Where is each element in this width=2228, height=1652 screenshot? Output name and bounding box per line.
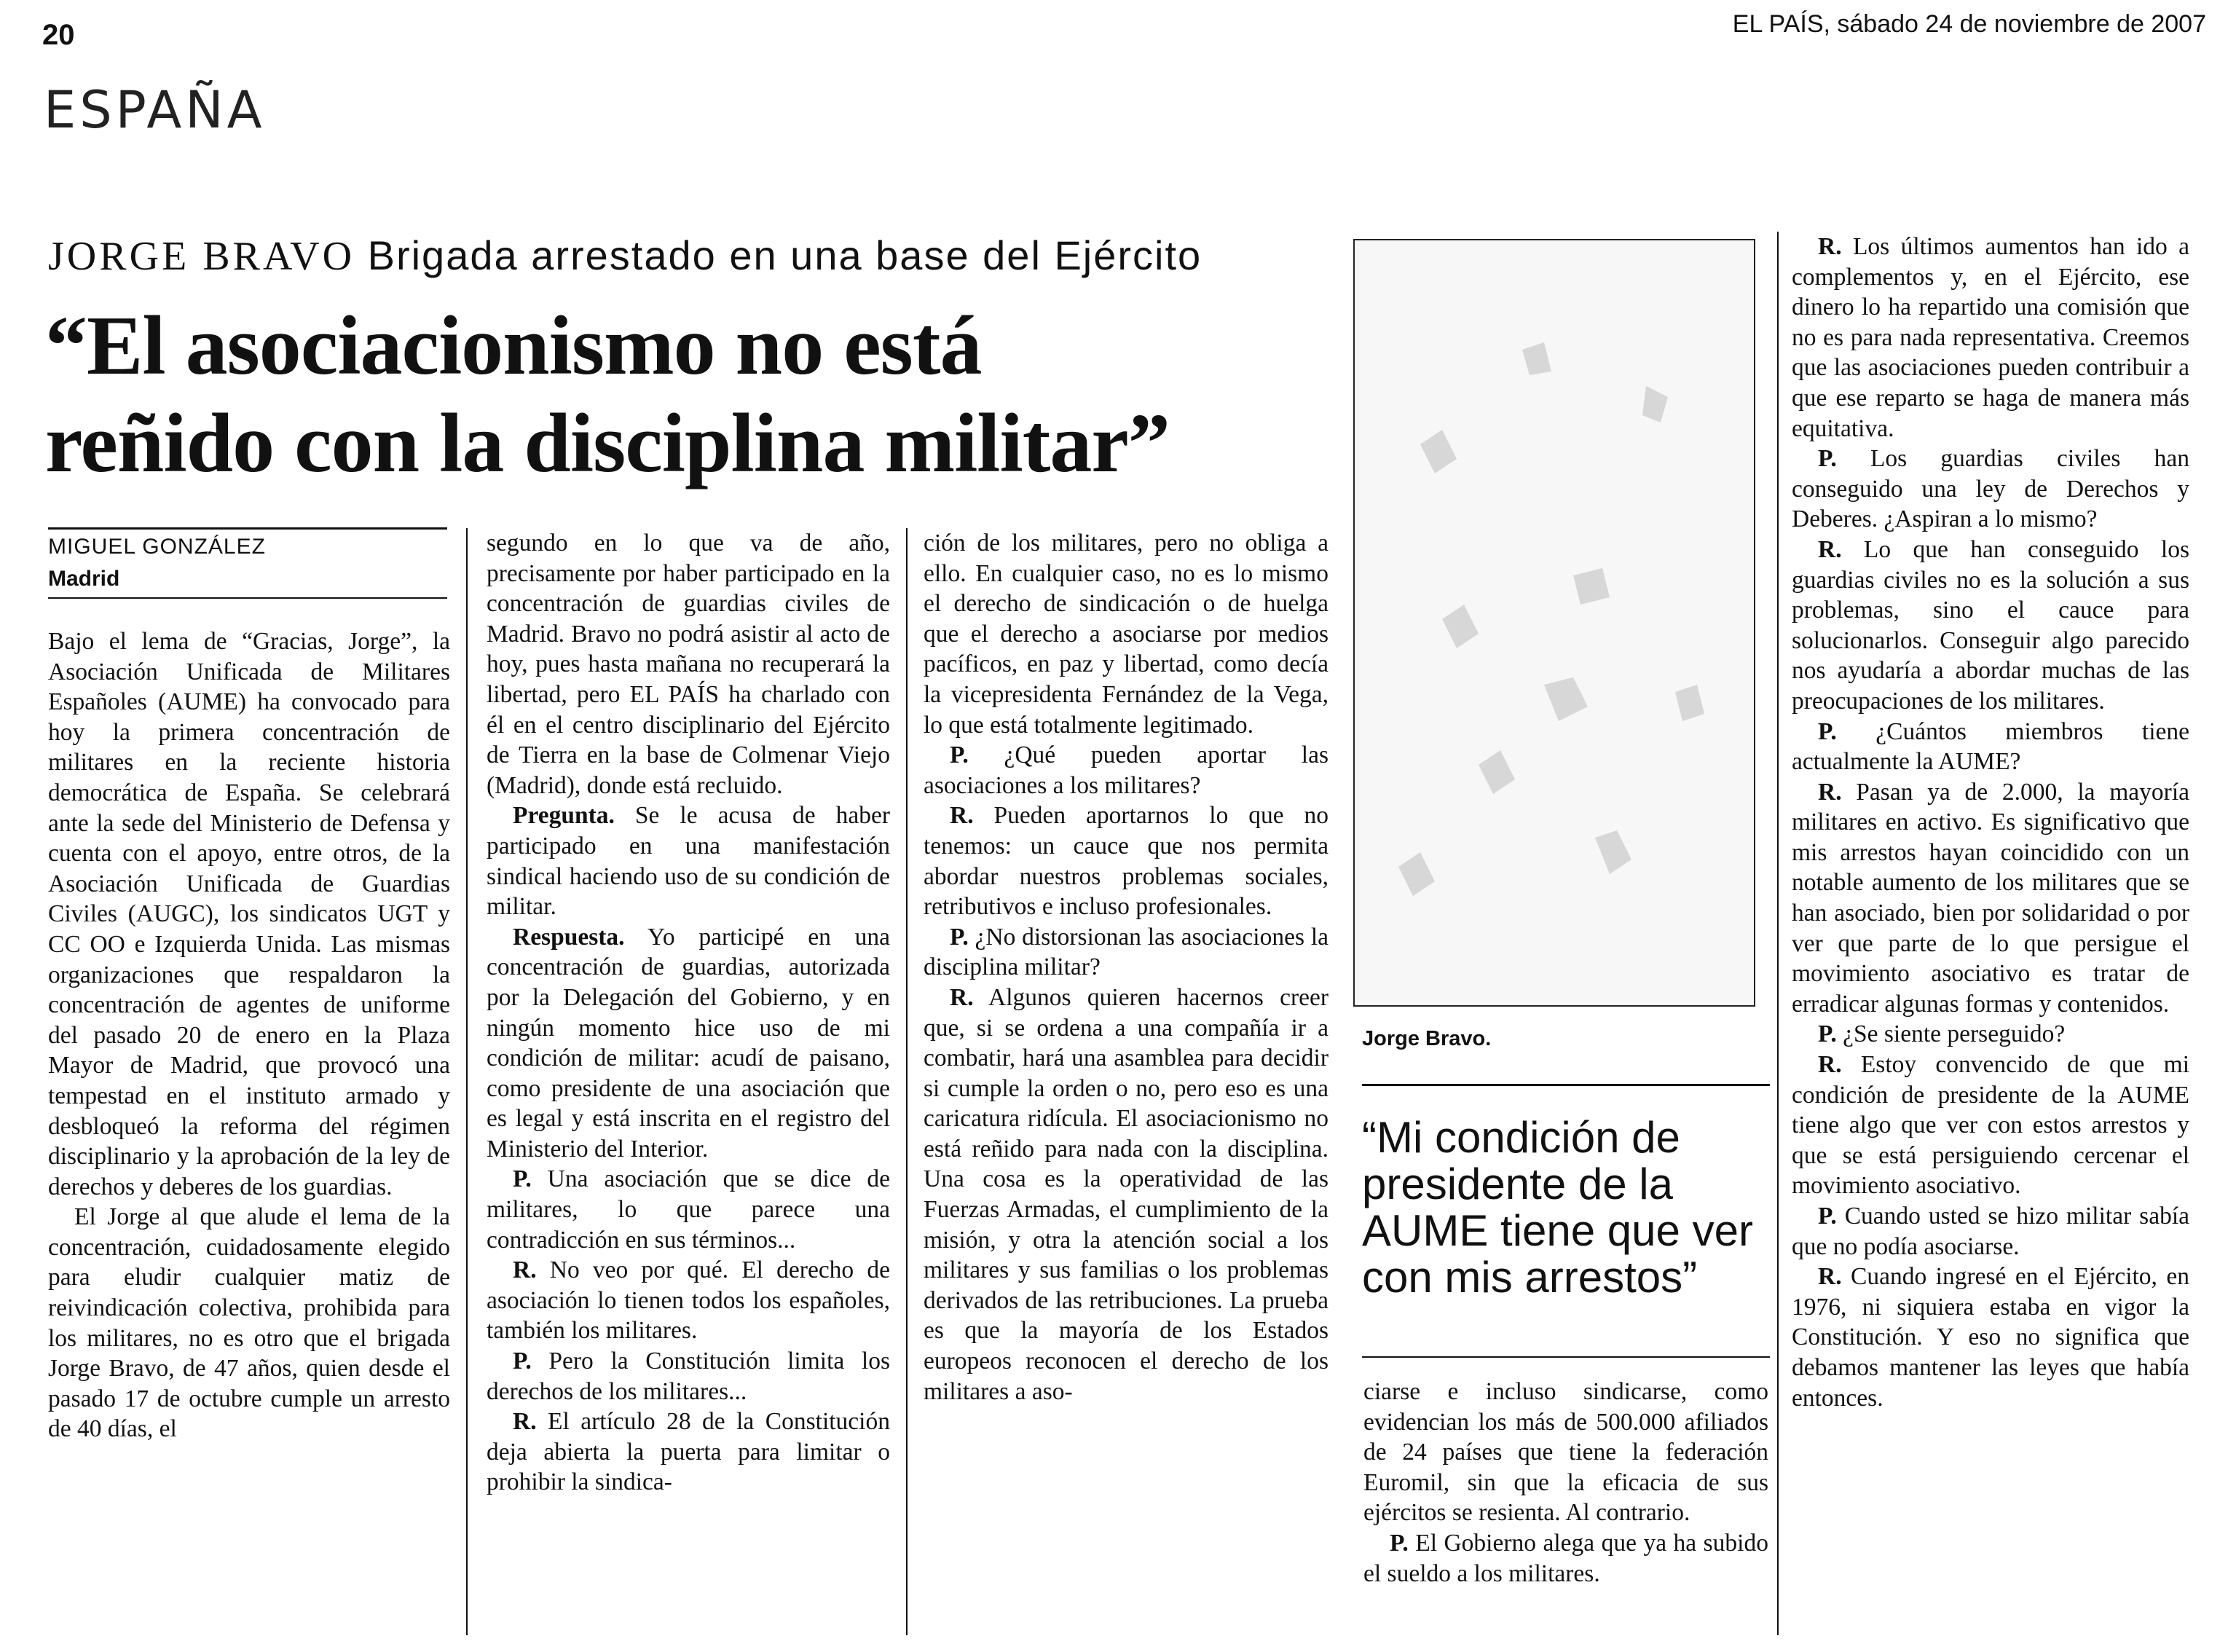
pull-quote: “Mi condición de presidente de la AUME tiene que ver con mis arrestos” [1362, 1113, 1753, 1302]
interview-question: P. ¿Qué pueden aportar las asociaciones a los militares? [924, 742, 1328, 799]
body-paragraph: Bajo el lema de “Gracias, Jorge”, la Asociación Unificada de Militares Españoles (AUME) ha convocado para hoy la primera concentración de militares en la reciente historia democrática de España. Se celebrará ante la sede del Ministerio de Defensa y cuenta con el apoyo, entre otros, de la Asociación Unificada de Guardias Civiles (AUGC), los sindicatos UGT y CC OO e Izquierda Unida. Las mismas organizaciones que respaldaron la concentración de agentes de uniforme del pasado 20 de enero en la Plaza Mayor de Madrid, que provocó una tempestad en el instituto armado y desbloqueó la reforma del régimen disciplinario y la aprobación de la ley de derechos y deberes de los guardias. [48, 628, 450, 1200]
body-paragraph: ciarse e incluso sindicarse, como evidencian los más de 500.000 afiliados de 24 países que tiene la federación Euromil, sin que la eficacia de sus ejércitos se resienta. Al contrario. [1363, 1378, 1768, 1527]
interview-answer: R. El artículo 28 de la Constitución deja abierta la puerta para limitar o prohibir la sindica- [487, 1408, 890, 1496]
interview-answer: R. No veo por qué. El derecho de asociación lo tienen todos los españoles, también los militares. [487, 1256, 890, 1345]
article-column-2 [487, 528, 890, 1498]
column-divider [1777, 232, 1779, 1635]
photo-image [1355, 240, 1754, 1005]
column-divider [906, 528, 908, 1635]
interview-question: P. Los guardias civiles han conseguido una ley de Derechos y Deberes. ¿Aspiran a lo mismo? [1792, 445, 2189, 533]
photo-caption: Jorge Bravo. [1362, 1027, 1492, 1050]
masthead-date: EL PAÍS, sábado 24 de noviembre de 2007 [1732, 10, 2206, 38]
headline-line-2: reñido con la disciplina militar” [45, 397, 1170, 490]
body-paragraph: ción de los militares, pero no obliga a ello. En cualquier caso, no es lo mismo el derecho de sindicación o de huelga que el derecho a asociarse por medios pacíficos, en paz y libertad, como decía la vicepresidenta Fernández de la Vega, lo que está totalmente legitimado. [924, 530, 1328, 739]
interview-question: P. Una asociación que se dice de militares, lo que parece una contradicción en sus términos... [487, 1165, 890, 1254]
body-paragraph: segundo en lo que va de año, precisamente por haber participado en la concentración de guardias civiles de Madrid. Bravo no podrá asistir al acto de hoy, pues hasta mañana no recuperará la libertad, pero EL PAÍS ha charlado con él en el centro disciplinario del Ejército de Tierra en la base de Colmenar Viejo (Madrid), donde está recluido. [487, 530, 890, 799]
article-kicker [48, 232, 1202, 280]
pull-quote-rule-bottom [1362, 1356, 1770, 1358]
byline-rule-bottom [48, 597, 447, 599]
kicker-name: JORGE BRAVO [48, 234, 355, 279]
interview-question: P. El Gobierno alega que ya ha subido el sueldo a los militares. [1363, 1529, 1768, 1587]
interview-answer: R. Cuando ingresé en el Ejército, en 1976, ni siquiera estaba en vigor la Constitución. Y eso no significa que debamos mantener las leyes que había entonces. [1792, 1263, 2189, 1412]
kicker-text: Brigada arrestado en una base del Ejército [355, 232, 1202, 278]
interview-answer: Respuesta. Yo participé en una concentración de guardias, autorizada por la Delegación del Gobierno, y en ningún momento hice uso de mi condición de militar: acudí de paisano, como presidente de una asociación que es legal y está inscrita en el registro del Ministerio del Interior. [487, 923, 890, 1163]
section-title: ESPAÑA [44, 80, 266, 140]
article-column-3 [924, 528, 1328, 1407]
body-paragraph: El Jorge al que alude el lema de la concentración, cuidadosamente elegido para eludir cualquier matiz de reivindicación colectiva, prohibida para los militares, no es otro que el brigada Jorge Bravo, de 47 años, quien desde el pasado 17 de octubre cumple un arresto de 40 días, el [48, 1203, 450, 1443]
interview-answer: R. Pasan ya de 2.000, la mayoría militares en activo. Es significativo que mis arrestos hayan coincidido con un notable aumento de los militares que se han asociado, bien por solidaridad o por ver que parte de lo que persigue el movimiento asociativo es tratar de erradicar algunas formas y contenidos. [1792, 778, 2189, 1018]
column-divider [466, 528, 468, 1635]
article-column-1 [48, 626, 450, 1444]
page-number: 20 [42, 19, 75, 51]
interview-question: P. ¿No distorsionan las asociaciones la disciplina militar? [924, 923, 1328, 981]
byline-rule [48, 527, 447, 530]
headline [45, 297, 1356, 492]
interview-answer: R. Los últimos aumentos han ido a complementos y, en el Ejército, ese dinero lo ha repartido una comisión que no es para nada representativa. Creemos que las asociaciones pueden contribuir a que ese reparto se haga de manera más equitativa. [1792, 233, 2189, 442]
dateline: Madrid [48, 567, 120, 591]
article-column-3b [1363, 1377, 1768, 1589]
interview-question: P. ¿Cuántos miembros tiene actualmente la AUME? [1792, 717, 2189, 776]
interview-question: P. ¿Se siente perseguido? [1818, 1020, 2066, 1048]
interview-question: P. Cuando usted se hizo militar sabía que no podía asociarse. [1792, 1203, 2189, 1260]
headline-line-1: “El asociacionismo no está [45, 299, 982, 393]
interview-answer: R. Pueden aportarnos lo que no tenemos: un cauce que nos permita abordar nuestros problemas sociales, retributivos e incluso profesionales. [924, 802, 1328, 921]
photo-jorge-bravo [1353, 239, 1755, 1007]
byline: MIGUEL GONZÁLEZ [48, 535, 266, 559]
article-column-4 [1792, 232, 2189, 1413]
interview-answer: R. Lo que han conseguido los guardias civiles no es la solución a sus problemas, sino el cauce para solucionarlos. Conseguir algo parecido nos ayudaría a abordar muchas de las preocupaciones de los militares. [1792, 535, 2189, 715]
interview-question: P. Pero la Constitución limita los derechos de los militares... [487, 1348, 890, 1405]
pull-quote-rule [1362, 1084, 1770, 1086]
interview-answer: R. Estoy convencido de que mi condición de presidente de la AUME tiene algo que ver con estos arrestos y que se está persiguiendo cercenar el movimiento asociativo. [1792, 1051, 2189, 1200]
interview-question: Pregunta. Se le acusa de haber participado en una manifestación sindical haciendo uso de su condición de militar. [487, 802, 890, 921]
interview-answer: R. Algunos quieren hacernos creer que, si se ordena a una compañía ir a combatir, hará una asamblea para decidir si cumple la orden o no, pero eso es una caricatura ridícula. El asociacionismo no está reñido para nada con la disciplina. Una cosa es la operatividad de las Fuerzas Armadas, el cumplimiento de la misión, y otra la atención social a los militares y sus familias o los problemas derivados de las retribuciones. La prueba es que la mayoría de los Estados europeos reconocen el derecho de los militares a aso- [924, 983, 1328, 1405]
